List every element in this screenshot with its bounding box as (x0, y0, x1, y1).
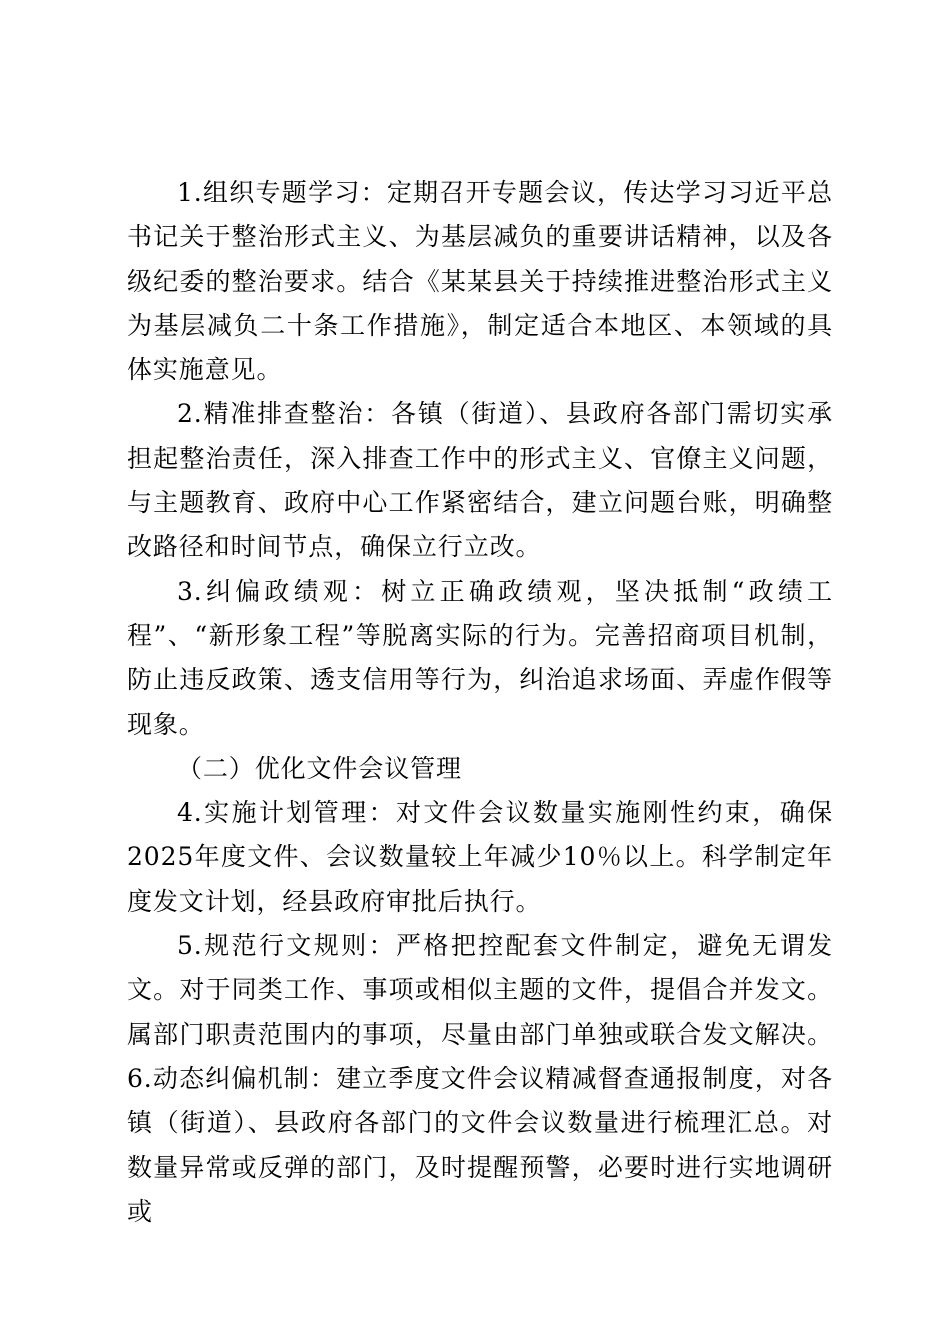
paragraph-5: 5.规范行文规则：严格把控配套文件制定，避免无谓发文。对于同类工作、事项或相似主题的文件，提倡合并发文。属部门职责范围内的事项，尽量由部门单独或联合发文解决。6.动态纠偏机制：建立季度文件会议精减督查通报制度，对各镇（街道）、县政府各部门的文件会议数量进行梳理汇总。对数量异常或反弹的部门，及时提醒预警，必要时进行实地调研或 (127, 931, 833, 1226)
paragraph-2: 2.精准排查整治：各镇（街道）、县政府各部门需切实承担起整治责任，深入排查工作中的形式主义、官僚主义问题，与主题教育、政府中心工作紧密结合，建立问题台账，明确整改路径和时间节点，确保立行立改。 (127, 399, 833, 562)
paragraph-1: 1.组织专题学习：定期召开专题会议，传达学习习近平总书记关于整治形式主义、为基层减负的重要讲话精神，以及各级纪委的整治要求。结合《某某县关于持续推进整治形式主义为基层减负二十条工作措施》，制定适合本地区、本领域的具体实施意见。 (127, 178, 833, 385)
section-heading: （二）优化文件会议管理 (177, 753, 462, 783)
paragraph-3: 3.纠偏政绩观：树立正确政绩观，坚决抵制“政绩工程”、“新形象工程”等脱离实际的行为。完善招商项目机制，防止违反政策、透支信用等行为，纠治追求场面、弄虚作假等现象。 (127, 576, 833, 739)
paragraph-4: 4.实施计划管理：对文件会议数量实施刚性约束，确保2025年度文件、会议数量较上年减少10％以上。科学制定年度发文计划，经县政府审批后执行。 (127, 798, 833, 916)
document-body (127, 171, 833, 1234)
